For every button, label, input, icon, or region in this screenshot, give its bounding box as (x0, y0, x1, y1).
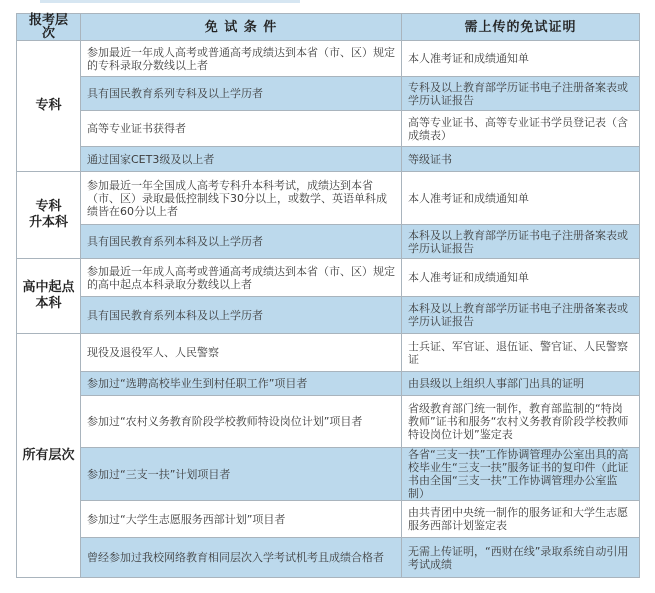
condition-cell: 具有国民教育系列本科及以上学历者 (81, 297, 402, 334)
table-row (17, 501, 640, 538)
condition-cell: 参加过“选聘高校毕业生到村任职工作”项目者 (81, 372, 402, 396)
proof-cell: 等级证书 (402, 147, 640, 172)
condition-cell: 参加最近一年全国成人高考专科升本科考试，成绩达到本省（市、区）录取最低控制线下30分以上，或数学、英语单科成绩皆在60分以上者 (81, 172, 402, 225)
proof-cell: 专科及以上教育部学历证书电子注册备案表或学历认证报告 (402, 77, 640, 111)
proof-cell: 本人准考证和成绩通知单 (402, 41, 640, 77)
table-row (17, 259, 640, 297)
table-row (17, 77, 640, 111)
table-row (17, 396, 640, 448)
condition-cell: 高等专业证书获得者 (81, 111, 402, 147)
proof-cell: 由共青团中央统一制作的服务证和大学生志愿服务西部计划鉴定表 (402, 501, 640, 538)
table-row (17, 147, 640, 172)
condition-cell: 现役及退役军人、人民警察 (81, 334, 402, 372)
exemption-table (16, 13, 640, 578)
proof-cell: 本科及以上教育部学历证书电子注册备案表或学历认证报告 (402, 225, 640, 259)
proof-cell: 无需上传证明，“西财在线”录取系统自动引用考试成绩 (402, 538, 640, 578)
proof-cell: 由县级以上组织人事部门出具的证明 (402, 372, 640, 396)
table-row (17, 225, 640, 259)
proof-cell: 各省“三支一扶”工作协调管理办公室出具的高校毕业生“三支一扶”服务证书的复印件（此证书由全国“三支一扶”工作协调管理办公室监制） (402, 448, 640, 501)
level-cell-gaoqiben (17, 259, 81, 334)
top-caption-fragment (40, 0, 300, 3)
header-condition: 免 试 条 件 (81, 14, 402, 41)
table-row (17, 297, 640, 334)
condition-cell: 曾经参加过我校网络教育相同层次入学考试机考且成绩合格者 (81, 538, 402, 578)
level-cell-zhuansheng (17, 172, 81, 259)
header-level: 报考层次 (17, 14, 81, 41)
table-row (17, 334, 640, 372)
table-row (17, 448, 640, 501)
condition-cell: 参加过“三支一扶”计划项目者 (81, 448, 402, 501)
table-row (17, 41, 640, 77)
condition-cell: 具有国民教育系列本科及以上学历者 (81, 225, 402, 259)
level-line: 升本科 (28, 215, 68, 230)
condition-cell: 参加最近一年成人高考或普通高考成绩达到本省（市、区）规定的专科录取分数线以上者 (81, 41, 402, 77)
level-cell-all: 所有层次 (17, 334, 81, 578)
table-row (17, 372, 640, 396)
proof-cell: 高等专业证书、高等专业证书学员登记表（含成绩表） (402, 111, 640, 147)
level-cell-zhuanke: 专科 (17, 41, 81, 172)
condition-cell: 具有国民教育系列专科及以上学历者 (81, 77, 402, 111)
level-line: 高中起点 (22, 280, 75, 295)
table-row (17, 172, 640, 225)
header-proof: 需上传的免试证明 (402, 14, 640, 41)
condition-cell: 通过国家CET3级及以上者 (81, 147, 402, 172)
header-row (17, 14, 640, 41)
proof-cell: 士兵证、军官证、退伍证、警官证、人民警察证 (402, 334, 640, 372)
proof-cell: 本人准考证和成绩通知单 (402, 172, 640, 225)
proof-cell: 省级教育部门统一制作，教育部监制的“特岗教师”证书和服务“农村义务教育阶段学校教师特设岗位计划”鉴定表 (402, 396, 640, 448)
level-line: 专科 (35, 199, 62, 214)
condition-cell: 参加过“大学生志愿服务西部计划”项目者 (81, 501, 402, 538)
table-row (17, 111, 640, 147)
level-line: 本科 (35, 296, 62, 311)
condition-cell: 参加过“农村义务教育阶段学校教师特设岗位计划”项目者 (81, 396, 402, 448)
proof-cell: 本科及以上教育部学历证书电子注册备案表或学历认证报告 (402, 297, 640, 334)
condition-cell: 参加最近一年成人高考或普通高考成绩达到本省（市、区）规定的高中起点本科录取分数线以上者 (81, 259, 402, 297)
table-row (17, 538, 640, 578)
proof-cell: 本人准考证和成绩通知单 (402, 259, 640, 297)
